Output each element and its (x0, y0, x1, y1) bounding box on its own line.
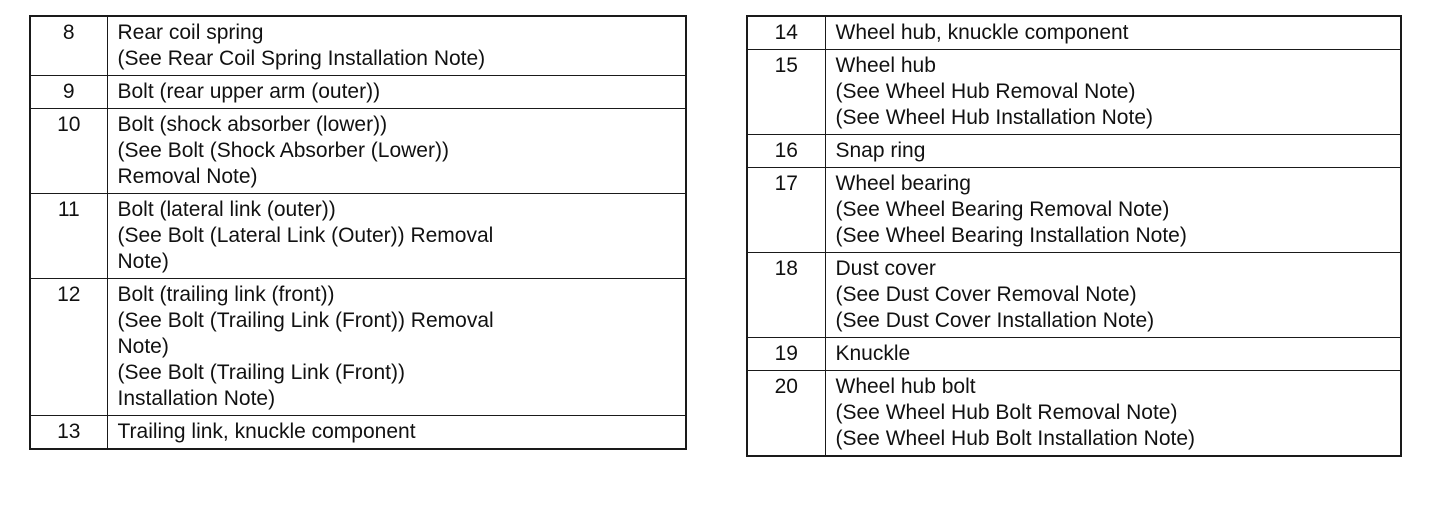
item-note: Removal Note) (117, 165, 258, 188)
table-row (747, 338, 1401, 371)
item-description (107, 194, 686, 279)
item-number: 13 (30, 416, 107, 450)
item-description (825, 168, 1401, 253)
item-note: (See Bolt (Lateral Link (Outer)) Removal (117, 224, 494, 247)
item-note: (See Dust Cover Installation Note) (835, 309, 1155, 332)
item-name: Bolt (rear upper arm (outer)) (117, 80, 381, 103)
item-note: (See Wheel Hub Installation Note) (835, 106, 1153, 129)
table-row (747, 168, 1401, 253)
table-row (30, 109, 686, 194)
item-name: Wheel hub (835, 54, 936, 77)
item-name: Wheel hub bolt (835, 375, 976, 398)
item-note: (See Wheel Bearing Installation Note) (835, 224, 1187, 247)
item-number: 9 (30, 76, 107, 109)
item-description (825, 16, 1401, 50)
item-name: Bolt (trailing link (front)) (117, 283, 335, 306)
table-row (747, 135, 1401, 168)
item-number: 10 (30, 109, 107, 194)
parts-table-body (747, 16, 1401, 456)
item-note: (See Dust Cover Removal Note) (835, 283, 1137, 306)
item-name: Rear coil spring (117, 21, 264, 44)
item-number: 20 (747, 371, 825, 457)
item-description (107, 279, 686, 416)
item-description (825, 338, 1401, 371)
item-name: Bolt (shock absorber (lower)) (117, 113, 388, 136)
item-note: (See Bolt (Trailing Link (Front)) Removal (117, 309, 494, 332)
table-row (30, 76, 686, 109)
parts-table-body (30, 16, 686, 449)
item-note: (See Wheel Hub Removal Note) (835, 80, 1136, 103)
table-row (30, 16, 686, 76)
item-note: (See Wheel Hub Bolt Removal Note) (835, 401, 1178, 424)
parts-table-left (29, 15, 687, 450)
item-note: (See Wheel Hub Bolt Installation Note) (835, 427, 1196, 450)
table-row (747, 16, 1401, 50)
item-name: Snap ring (835, 139, 926, 162)
item-name: Trailing link, knuckle component (117, 420, 416, 443)
item-description (825, 50, 1401, 135)
item-number: 16 (747, 135, 825, 168)
item-number: 15 (747, 50, 825, 135)
item-number: 14 (747, 16, 825, 50)
item-description (825, 253, 1401, 338)
item-note: (See Rear Coil Spring Installation Note) (117, 47, 486, 70)
item-description (825, 371, 1401, 457)
item-note: Note) (117, 250, 169, 273)
item-description (107, 109, 686, 194)
table-row (747, 253, 1401, 338)
item-number: 18 (747, 253, 825, 338)
item-note: Installation Note) (117, 387, 276, 410)
item-name: Wheel bearing (835, 172, 971, 195)
item-description (107, 416, 686, 450)
parts-table-right (746, 15, 1402, 457)
item-number: 17 (747, 168, 825, 253)
item-number: 12 (30, 279, 107, 416)
item-note: (See Wheel Bearing Removal Note) (835, 198, 1170, 221)
item-description (107, 76, 686, 109)
table-row (747, 371, 1401, 457)
item-description (825, 135, 1401, 168)
item-number: 8 (30, 16, 107, 76)
table-row (747, 50, 1401, 135)
item-name: Dust cover (835, 257, 936, 280)
item-name: Bolt (lateral link (outer)) (117, 198, 336, 221)
item-description (107, 16, 686, 76)
item-number: 11 (30, 194, 107, 279)
item-number: 19 (747, 338, 825, 371)
item-name: Knuckle (835, 342, 911, 365)
item-note: (See Bolt (Shock Absorber (Lower)) (117, 139, 449, 162)
item-note: Note) (117, 335, 169, 358)
table-row (30, 416, 686, 450)
item-name: Wheel hub, knuckle component (835, 21, 1129, 44)
item-note: (See Bolt (Trailing Link (Front)) (117, 361, 405, 384)
table-row (30, 279, 686, 416)
table-row (30, 194, 686, 279)
